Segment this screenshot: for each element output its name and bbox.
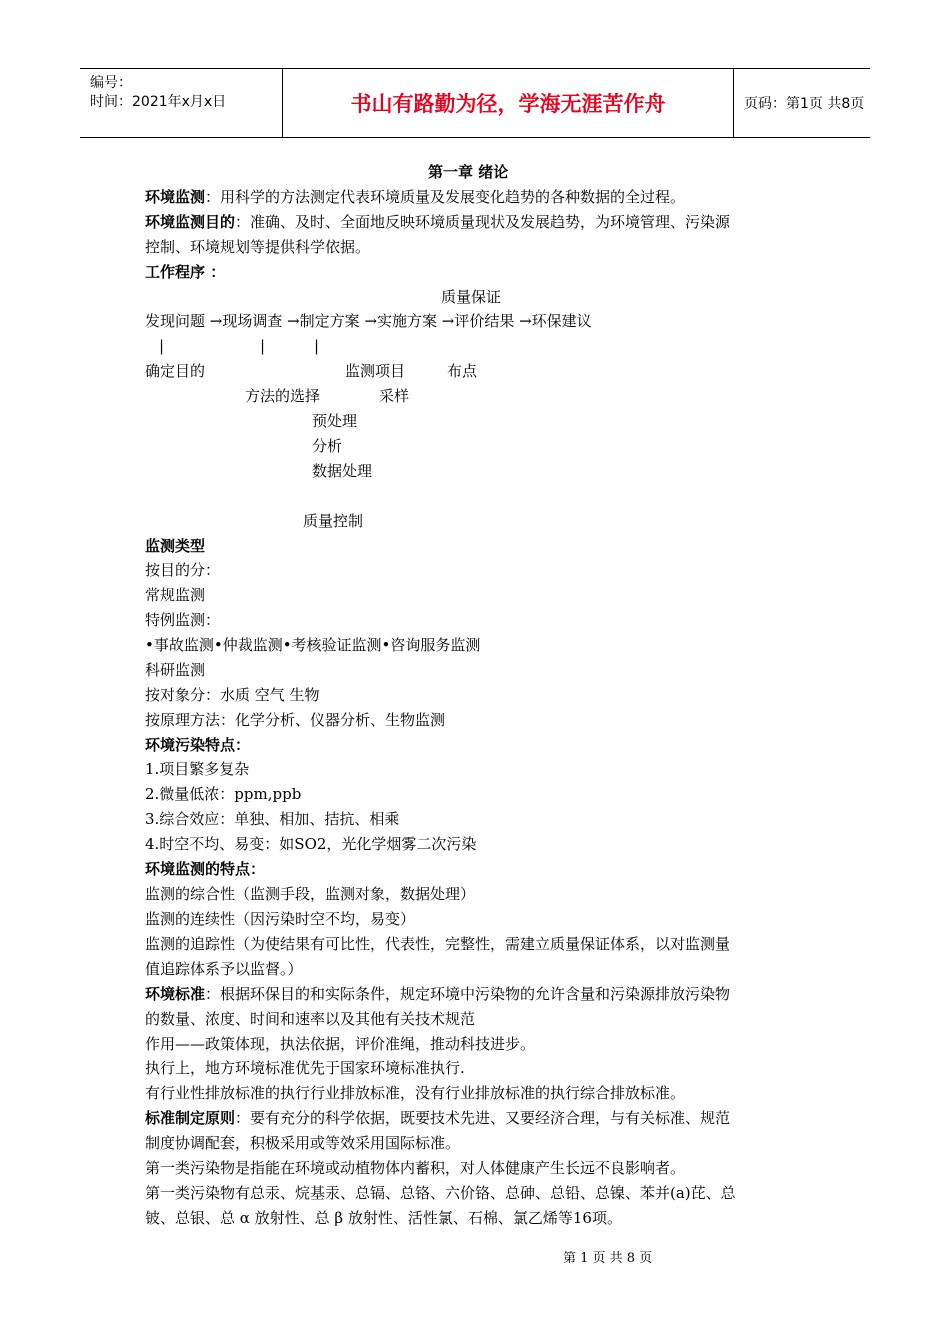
definition-term: 环境监测 (145, 188, 206, 206)
workflow-bar-2: | (260, 337, 266, 355)
class1-line-2: 第一类污染物有总汞、烷基汞、总镉、总铬、六价铬、总砷、总铅、总镍、苯并(a)芘、总 (145, 1184, 736, 1202)
quality-assurance-label: 质量保证 (441, 288, 502, 306)
types-by-principle: 按原理方法：化学分析、仪器分析、生物监测 (145, 711, 446, 729)
pretreatment: 预处理 (312, 412, 358, 430)
types-by-purpose: 按目的分： (145, 561, 221, 579)
sampling: 采样 (379, 387, 410, 405)
types-special: 特例监测： (145, 611, 221, 629)
principle-text-1: ：要有充分的科学依据，既要技术先进、又要经济合理，与有关标准、规范 (235, 1109, 731, 1127)
principle-line-1 (145, 1108, 730, 1128)
monitoring-features-heading: 环境监测的特点： (145, 860, 266, 878)
header-meta-cell (80, 69, 281, 137)
principle-line-2: 制度协调配套，积极采用或等效采用国际标准。 (145, 1134, 461, 1152)
class1-line-3: 铍、总银、总 α 放射性、总 β 放射性、活性氯、石棉、氯乙烯等16项。 (145, 1209, 622, 1227)
method-selection: 方法的选择 (245, 387, 321, 405)
types-by-object: 按对象分：水质 空气 生物 (145, 686, 320, 704)
monitoring-feature-3: 监测的追踪性（为使结果有可比性，代表性，完整性，需建立质量保证体系，以对监测量 (145, 935, 731, 953)
monitoring-feature-2: 监测的连续性（因污染时空不均，易变） (145, 910, 416, 928)
types-heading: 监测类型 (145, 537, 206, 555)
purpose-text-1: ：准确、及时、全面地反映环境质量现状及发展趋势，为环境管理、污染源 (235, 213, 731, 231)
list-item: 3.综合效应：单独、相加、拮抗、相乘 (145, 810, 400, 828)
standard-exec-2: 有行业性排放标准的执行行业排放标准，没有行业排放标准的执行综合排放标准。 (145, 1084, 686, 1102)
data-processing: 数据处理 (312, 462, 373, 480)
page-footer: 第 1 页 共 8 页 (563, 1251, 653, 1266)
types-special-items: •事故监测•仲裁监测•考核验证监测•咨询服务监测 (145, 636, 481, 654)
date-label: 时间：2021年x月x日 (90, 94, 227, 110)
types-research: 科研监测 (145, 661, 206, 679)
workflow-bar-1: | (159, 337, 165, 355)
number-label: 编号： (90, 75, 132, 91)
workflow-steps: 发现问题 →现场调查 →制定方案 →实施方案 →评价结果 →环保建议 (145, 312, 592, 330)
standard-line-2: 的数量、浓度、时间和速率以及其他有关技术规范 (145, 1010, 476, 1028)
purpose-line-1 (145, 212, 730, 232)
standard-term: 环境标准 (145, 985, 206, 1003)
standard-text-1: ：根据环保目的和实际条件，规定环境中污染物的允许含量和污染源排放污染物 (205, 985, 731, 1003)
types-routine: 常规监测 (145, 586, 206, 604)
standard-role: 作用——政策体现，执法依据，评价准绳，推动科技进步。 (145, 1035, 536, 1053)
class1-line-1: 第一类污染物是指能在环境或动植物体内蓄积，对人体健康产生长远不良影响者。 (145, 1159, 686, 1177)
determine-purpose: 确定目的 (145, 362, 206, 380)
definition-text: ：用科学的方法测定代表环境质量及发展变化趋势的各种数据的全过程。 (205, 188, 686, 206)
standard-exec-1: 执行上，地方环境标准优先于国家环境标准执行. (145, 1059, 465, 1077)
pollution-features-heading: 环境污染特点： (145, 736, 251, 754)
list-item: 4.时空不均、易变：如SO2，光化学烟雾二次污染 (145, 835, 477, 853)
monitoring-feature-1: 监测的综合性（监测手段，监测对象，数据处理） (145, 885, 476, 903)
chapter-title: 第一章 绪论 (428, 163, 509, 181)
purpose-line-2: 控制、环境规划等提供科学依据。 (145, 238, 371, 256)
principle-term: 标准制定原则 (145, 1109, 236, 1127)
document-header (80, 68, 870, 138)
site-layout: 布点 (447, 362, 478, 380)
standard-line-1 (145, 984, 730, 1004)
list-item: 2.微量低浓：ppm,ppb (145, 785, 302, 803)
header-motto: 书山有路勤为径，学海无涯苦作舟 (282, 69, 734, 137)
header-page-info: 页码：第1页 共8页 (744, 96, 865, 112)
workflow-bar-3: | (314, 337, 320, 355)
workflow-heading: 工作程序 ： (145, 263, 226, 281)
purpose-term: 环境监测目的 (145, 213, 236, 231)
monitoring-feature-4: 值追踪体系予以监督。） (145, 960, 303, 978)
quality-control-label: 质量控制 (303, 512, 364, 530)
definition-line (145, 187, 685, 207)
monitoring-items: 监测项目 (345, 362, 406, 380)
analysis: 分析 (312, 437, 343, 455)
list-item: 1.项目繁多复杂 (145, 760, 250, 778)
